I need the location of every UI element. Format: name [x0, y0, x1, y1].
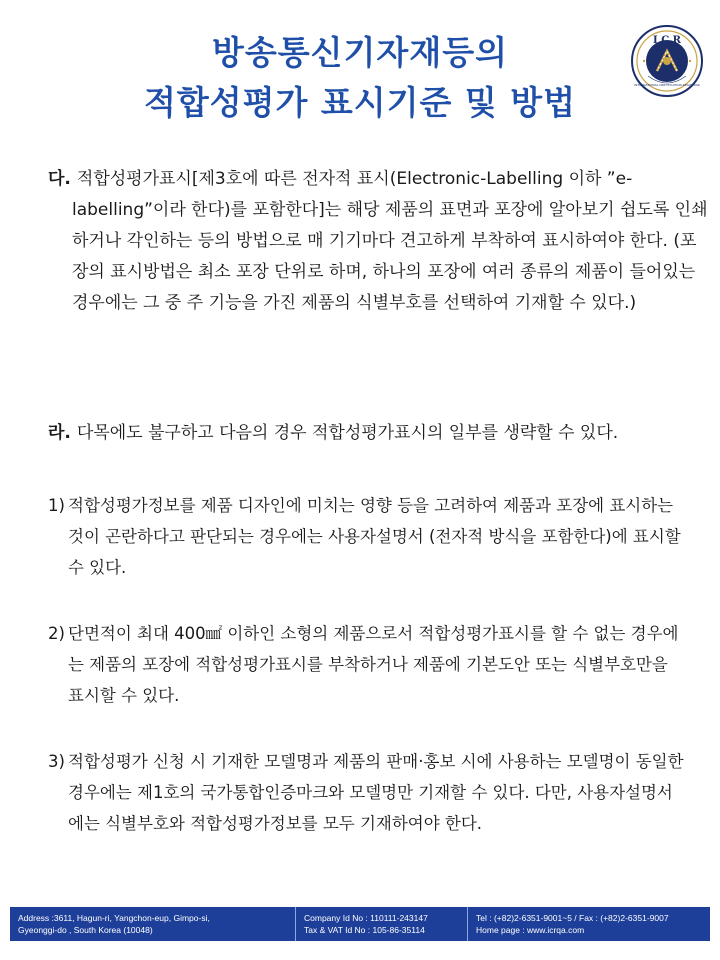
footer-homepage[interactable]: Home page : www.icrqa.com	[476, 925, 585, 935]
list-item-number: 1)	[48, 496, 65, 515]
footer-company-id: Company Id No : 110111-243147	[304, 913, 428, 923]
section-da-text: 적합성평가표시[제3호에 따른 전자적 표시(Electronic-Labelling 이하 ˮe-labellingˮ이라 한다)를 포함한다]는 해당 제품의 표면과 포장에 알아보기 쉽도록 인쇄하거나 각인하는 등의 방법으로 매 기기마다 견고하게 부착하여 표시하여야 한다. (포장의 표시방법은 최소 포장 단위로 하며, 하나의 포장에 여러 종류의 제품이 들어있는 경우에는 그 중 주 기능을 가진 제품의 식별부호를 선택하여 기재할 수 있다.)	[72, 169, 708, 313]
footer-phone: Tel : (+82)2-6351-9001~5 / Fax : (+82)2-6351-9007	[476, 913, 669, 923]
section-ra-label: 라.	[48, 423, 71, 443]
list-item-text: 적합성평가정보를 제품 디자인에 미치는 영향 등을 고려하여 제품과 포장에 표시하는 것이 곤란하다고 판단되는 경우에는 사용자설명서 (전자적 방식을 포함한다)에 표시할 수 있다.	[68, 496, 681, 577]
title-line-1: 방송통신기자재등의	[212, 33, 508, 72]
list-item-text: 단면적이 최대 400㎟ 이하인 소형의 제품으로서 적합성평가표시를 할 수 없는 경우에는 제품의 포장에 적합성평가표시를 부착하거나 제품에 기본도안 또는 식별부호만을 표시할 수 있다.	[68, 624, 679, 705]
list-item-number: 3)	[48, 752, 65, 771]
section-ra-text: 다목에도 불구하고 다음의 경우 적합성평가표시의 일부를 생략할 수 있다.	[76, 423, 619, 443]
svg-text:INTERNATIONAL CERTIFICATION RE: INTERNATIONAL CERTIFICATION REGISTRAR	[634, 83, 700, 87]
svg-text:I C R: I C R	[653, 35, 681, 46]
list-item	[48, 618, 688, 711]
footer-contact	[468, 907, 710, 941]
footer-tax-id: Tax & VAT Id No : 105-86-35114	[304, 925, 425, 935]
footer-address-line1: Address :3611, Hagun-ri, Yangchon-eup, Gimpo-si,	[18, 913, 210, 923]
list-item-text: 적합성평가 신청 시 기재한 모델명과 제품의 판매·홍보 시에 사용하는 모델명이 동일한 경우에는 제1호의 국가통합인증마크와 모델명만 기재할 수 있다. 다만, 사용자설명서에는 식별부호와 적합성평가정보를 모두 기재하여야 한다.	[68, 752, 684, 833]
list-item-number: 2)	[48, 624, 65, 643]
icr-seal-logo	[630, 24, 704, 98]
section-ra	[48, 418, 712, 449]
section-da	[48, 164, 712, 319]
page-title	[0, 28, 720, 128]
footer-address	[10, 907, 296, 941]
list-item	[48, 746, 688, 839]
section-da-label: 다.	[48, 169, 71, 189]
footer-ids	[296, 907, 468, 941]
list-item	[48, 490, 688, 583]
footer-bar	[10, 907, 710, 941]
footer-address-line2: Gyeonggi-do , South Korea (10048)	[18, 925, 153, 935]
title-line-2: 적합성평가 표시기준 및 방법	[143, 83, 576, 122]
